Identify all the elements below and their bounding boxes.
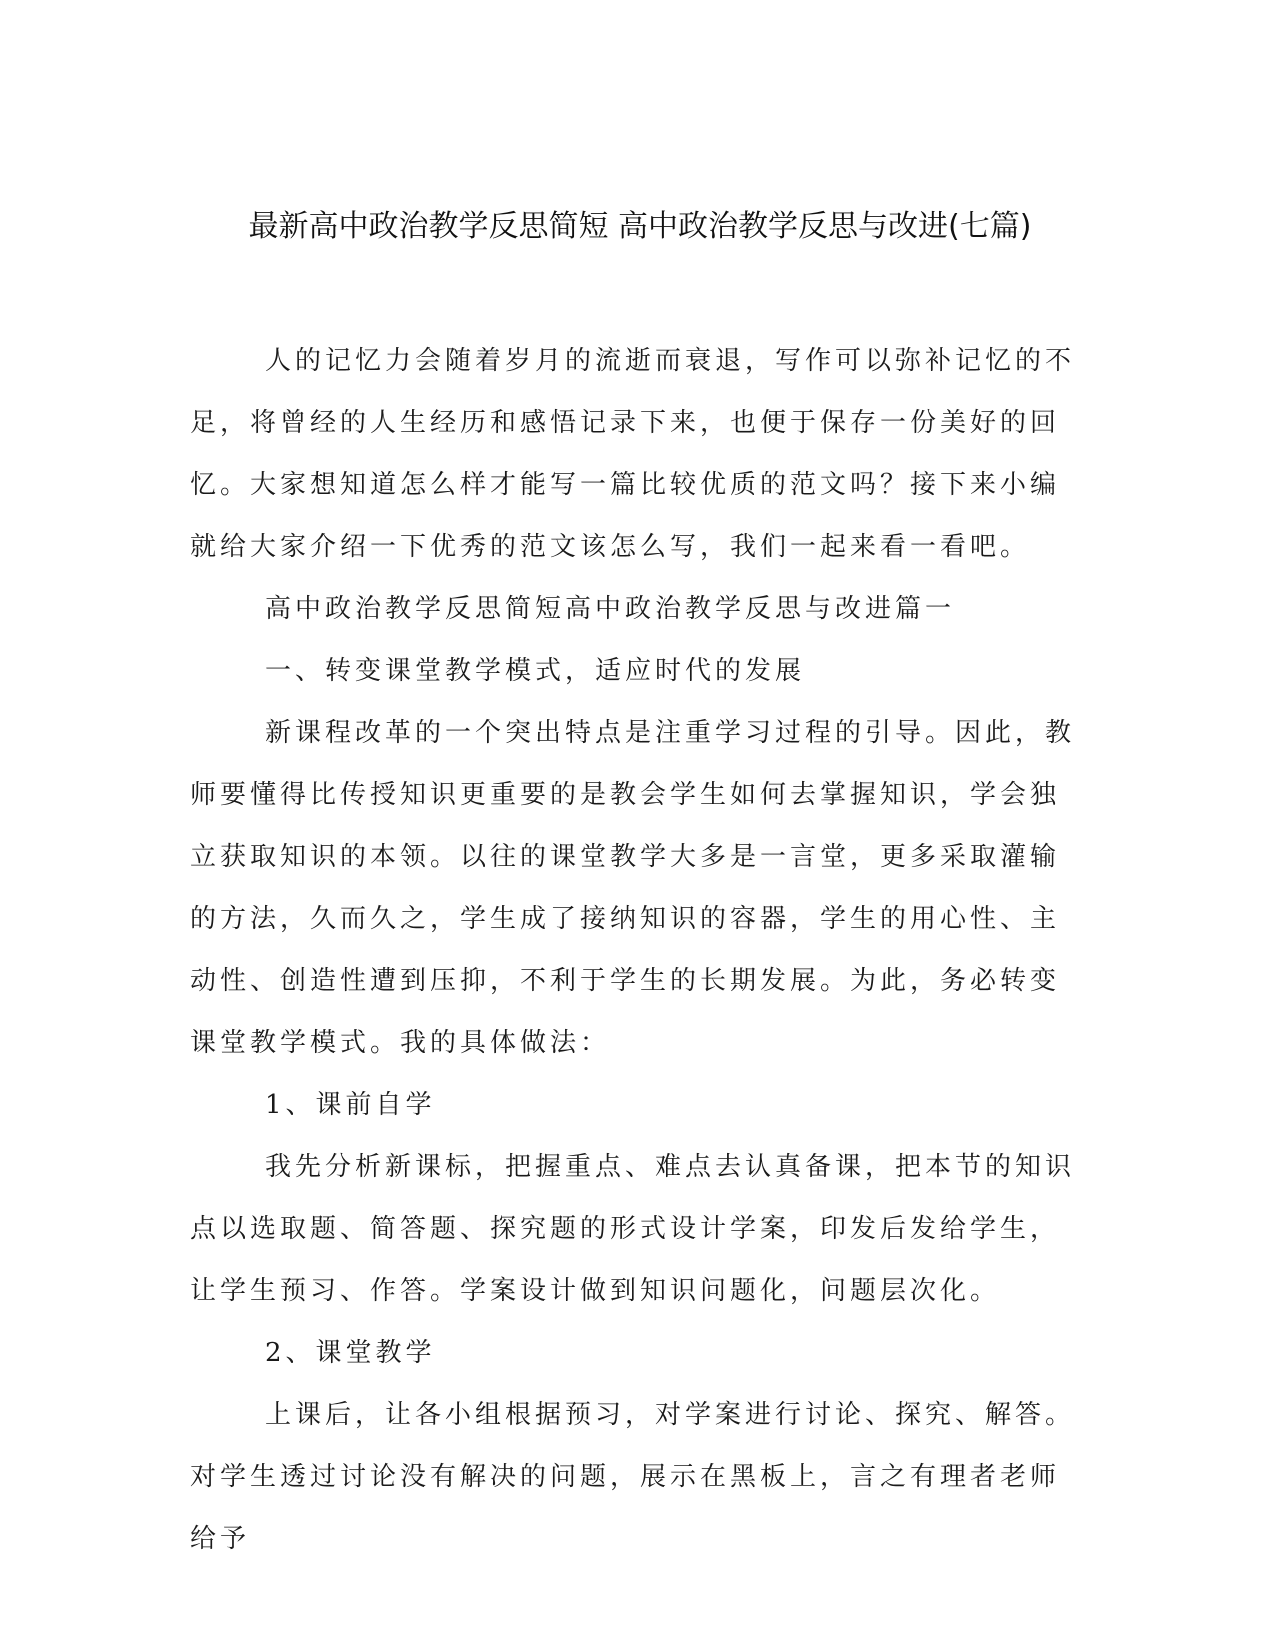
list-item-heading: 1、课前自学	[265, 1090, 436, 1120]
body-paragraph: 我先分析新课标，把握重点、难点去认真备课，把本节的知识点以选取题、简答题、探究题的形式设计学案，印发后发给学生，让学生预习、作答。学案设计做到知识问题化，问题层次化。	[190, 1152, 1076, 1306]
intro-paragraph: 人的记忆力会随着岁月的流逝而衰退，写作可以弥补记忆的不足，将曾经的人生经历和感悟记录下来，也便于保存一份美好的回忆。大家想知道怎么样才能写一篇比较优质的范文吗？接下来小编就给大家介绍一下优秀的范文该怎么写，我们一起来看一看吧。	[190, 346, 1076, 562]
subheading-one: 一、转变课堂教学模式，适应时代的发展	[265, 656, 806, 686]
document-title: 最新高中政治教学反思简短 高中政治教学反思与改进(七篇)	[248, 209, 1032, 244]
list-item-heading: 2、课堂教学	[265, 1338, 436, 1368]
body-paragraph: 上课后，让各小组根据预习，对学案进行讨论、探究、解答。对学生透过讨论没有解决的问题，展示在黑板上，言之有理者老师给予	[190, 1400, 1076, 1554]
body-paragraph: 新课程改革的一个突出特点是注重学习过程的引导。因此，教师要懂得比传授知识更重要的是教会学生如何去掌握知识，学会独立获取知识的本领。以往的课堂教学大多是一言堂，更多采取灌输的方法，久而久之，学生成了接纳知识的容器，学生的用心性、主动性、创造性遭到压抑，不利于学生的长期发展。为此，务必转变课堂教学模式。我的具体做法：	[190, 718, 1076, 1058]
document-body	[190, 330, 1080, 1570]
section-heading: 高中政治教学反思简短高中政治教学反思与改进篇一	[265, 594, 956, 624]
